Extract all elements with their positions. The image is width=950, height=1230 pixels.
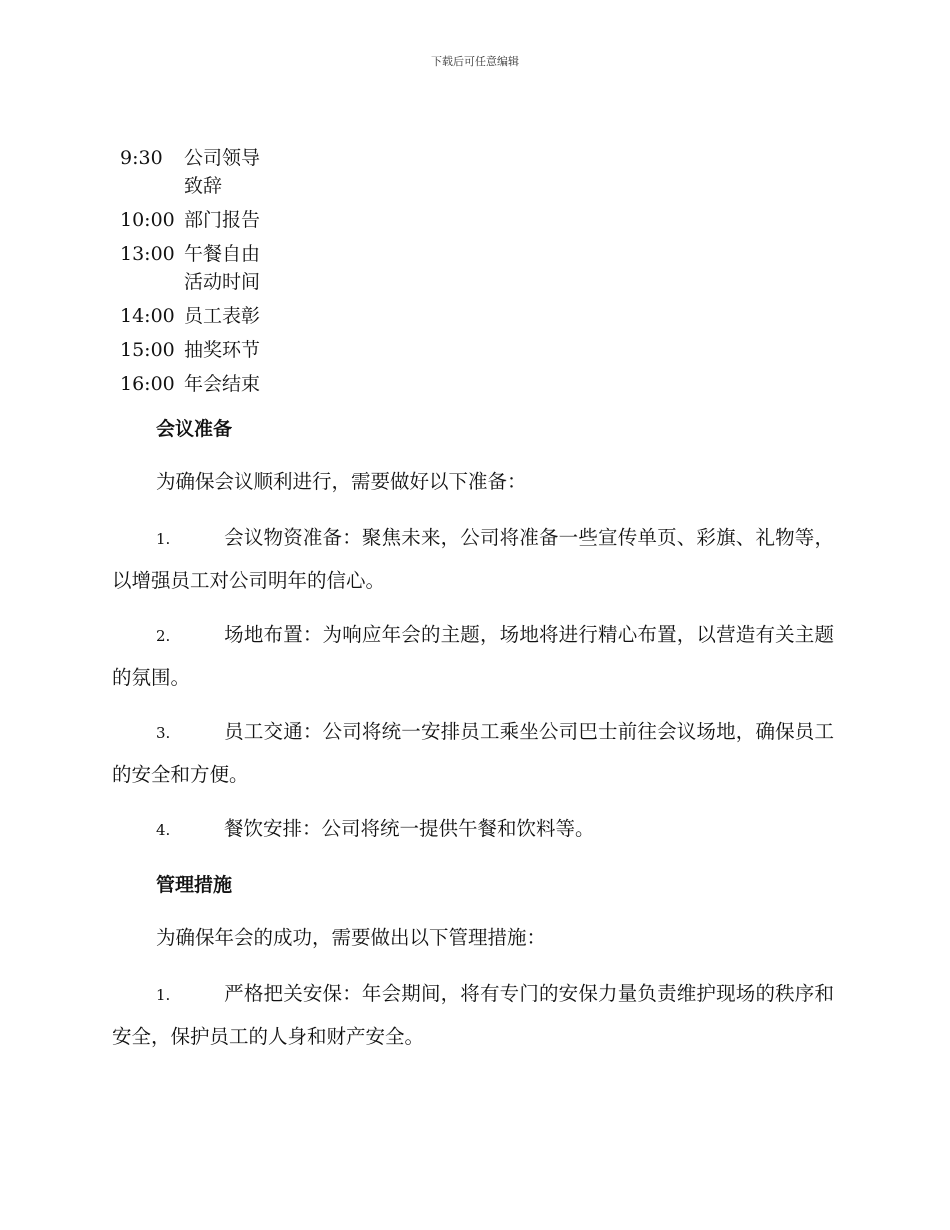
- list-item: [112, 808, 834, 851]
- schedule-row: [120, 336, 274, 370]
- schedule-time: 16:00: [120, 373, 175, 395]
- list-item-number: 4.: [156, 821, 171, 839]
- list-item-number: 3.: [156, 724, 171, 742]
- schedule-time: 10:00: [120, 209, 175, 231]
- schedule-event: 抽奖环节: [184, 339, 261, 361]
- section-intro-preparation: 为确保会议顺利进行，需要做好以下准备：: [156, 470, 527, 493]
- list-item-number: 1.: [156, 530, 171, 548]
- list-item-number: 2.: [156, 627, 171, 645]
- schedule-time: 14:00: [120, 305, 175, 327]
- schedule-row: [120, 240, 274, 302]
- section-intro-management: 为确保年会的成功，需要做出以下管理措施：: [156, 926, 547, 949]
- page-header-note: 下载后可任意编辑: [431, 55, 519, 68]
- schedule-event: 公司领导致辞: [184, 147, 261, 197]
- schedule-time: 15:00: [120, 339, 175, 361]
- list-item-text: 严格把关安保：年会期间，将有专门的安保力量负责维护现场的秩序和安全，保护员工的人身和财产安全。: [112, 982, 834, 1048]
- schedule-time: 9:30: [120, 147, 163, 169]
- schedule-row: [120, 144, 274, 206]
- schedule-row: [120, 206, 274, 240]
- schedule-event: 部门报告: [184, 209, 261, 231]
- schedule-table: [120, 144, 274, 404]
- schedule-event: 午餐自由活动时间: [184, 243, 261, 293]
- list-item-number: 1.: [156, 986, 171, 1004]
- list-item: [112, 517, 834, 601]
- list-item-text: 员工交通：公司将统一安排员工乘坐公司巴士前往会议场地，确保员工的安全和方便。: [112, 720, 834, 786]
- schedule-event: 年会结束: [184, 373, 261, 395]
- schedule-event: 员工表彰: [184, 305, 261, 327]
- schedule-row: [120, 370, 274, 404]
- list-item: [112, 973, 834, 1057]
- list-item-text: 会议物资准备：聚焦未来，公司将准备一些宣传单页、彩旗、礼物等，以增强员工对公司明年的信心。: [112, 526, 834, 592]
- schedule-time: 13:00: [120, 243, 175, 265]
- list-item: [112, 711, 834, 795]
- section-heading-management: 管理措施: [156, 874, 233, 896]
- section-heading-preparation: 会议准备: [156, 418, 233, 440]
- schedule-row: [120, 302, 274, 336]
- list-item-text: 餐饮安排：公司将统一提供午餐和饮料等。: [224, 817, 595, 840]
- list-item: [112, 614, 834, 698]
- list-item-text: 场地布置：为响应年会的主题，场地将进行精心布置，以营造有关主题的氛围。: [112, 623, 834, 689]
